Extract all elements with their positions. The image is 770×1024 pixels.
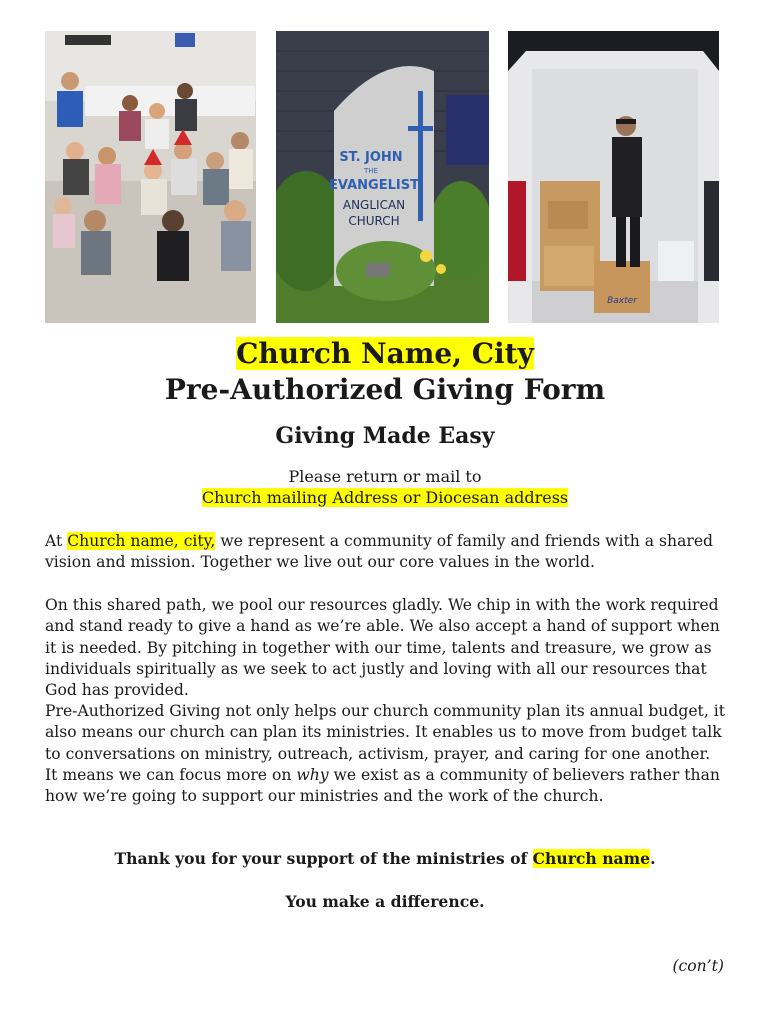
thanks-prefix: Thank you for your support of the ministries of	[114, 849, 533, 868]
para3-after: we exist as a community of believers rather than how we’re going to support our ministries and the work of the church.	[45, 765, 720, 806]
sign-line-3: EVANGELIST	[329, 178, 419, 193]
intro-paragraph	[45, 531, 727, 574]
para3-before: Pre-Authorized Giving not only helps our church community plan its annual budget, it also means our church can plan its ministries. It enables us to move from budget talk to conversations on ministry, outreach, activism, prayer, and caring for one another. It means we can focus more on	[45, 702, 725, 784]
shared-path-paragraph: On this shared path, we pool our resources gladly. We chip in with the work required and stand ready to give a hand as we’re able. We also accept a hand of support when it is needed. By pitching in together with our time, talents and treasure, we grow as individuals spiritually as we seek to act justly and loving with all our resources that God has provided.	[45, 596, 720, 700]
thank-you-line	[0, 849, 770, 869]
difference-line: You make a difference.	[285, 892, 485, 911]
para1-rest: we represent a community of family and friends with a shared vision and mission. Together we live out our core values in the world.	[45, 532, 714, 572]
para3-emphasis: why	[296, 765, 329, 784]
church-sign-photo	[276, 31, 489, 323]
children-group-photo	[45, 31, 256, 323]
pag-benefits-paragraph	[45, 701, 727, 807]
thanks-suffix: .	[650, 849, 656, 868]
para1-prefix: At	[45, 532, 68, 550]
church-title-text: Church Name, City	[236, 337, 534, 370]
church-name-highlight: Church name, city,	[67, 532, 216, 550]
mail-address-line	[0, 488, 770, 508]
mail-address: Church mailing Address or Diocesan address	[201, 488, 569, 507]
van-donations-photo	[508, 31, 719, 323]
church-title	[0, 337, 770, 371]
photo-strip	[45, 31, 719, 323]
return-label: Please return or mail to	[288, 467, 482, 486]
box-label: Baxter	[607, 296, 637, 306]
form-title: Pre-Authorized Giving Form	[164, 373, 606, 406]
sign-line-4: ANGLICAN	[342, 198, 406, 212]
form-subtitle: Giving Made Easy	[275, 423, 495, 449]
continued-note: (con’t)	[672, 957, 724, 975]
sign-line-1: ST. JOHN	[339, 150, 403, 165]
sign-line-5: CHURCH	[348, 214, 400, 228]
sign-line-2: THE	[364, 167, 378, 175]
thanks-church-name: Church name	[532, 849, 651, 868]
